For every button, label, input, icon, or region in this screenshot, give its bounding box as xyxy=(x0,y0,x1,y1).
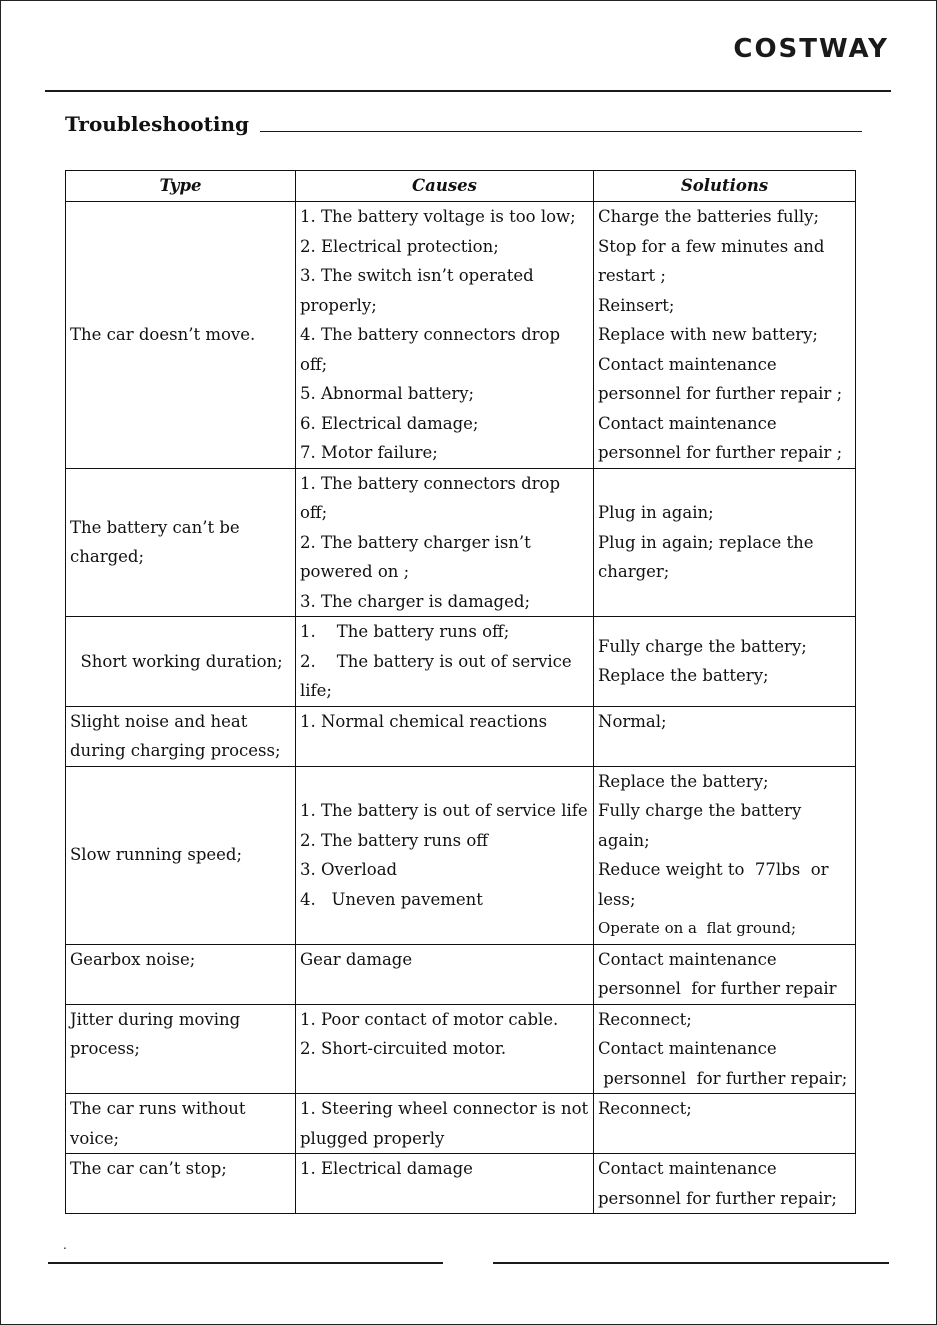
solution-line: Replace the battery; xyxy=(598,771,769,791)
cause-line: 1. Poor contact of motor cable. xyxy=(300,1009,559,1029)
causes-cell xyxy=(296,944,594,1004)
solution-line: Fully charge the battery; xyxy=(598,636,807,656)
solution-line: Operate on a flat ground; xyxy=(598,919,797,937)
solution-line: Plug in again; xyxy=(598,503,714,522)
footer-mark: . xyxy=(63,1238,67,1252)
type-cell xyxy=(66,617,296,707)
cause-line: 2. The battery runs off xyxy=(300,830,489,850)
solution-line: Contact maintenance xyxy=(598,413,777,433)
cause-line: 6. Electrical damage; xyxy=(300,413,479,433)
solution-line: Reconnect; xyxy=(598,1099,692,1118)
solution-line: Replace the battery; xyxy=(598,666,769,686)
column-header-type: Type xyxy=(66,171,296,202)
cause-line: 2. The battery is out of service xyxy=(300,651,572,671)
solution-line: Stop for a few minutes and xyxy=(598,236,825,256)
type-line: process; xyxy=(70,1039,140,1058)
type-cell xyxy=(66,1154,296,1214)
cause-line: properly; xyxy=(300,295,377,315)
type-cell xyxy=(66,706,296,766)
cause-line: off; xyxy=(300,503,328,522)
solution-line: Reinsert; xyxy=(598,295,675,315)
causes-cell xyxy=(296,766,594,944)
type-cell xyxy=(66,202,296,469)
type-line: The car can’t stop; xyxy=(70,1159,227,1178)
solution-line: Contact maintenance xyxy=(598,354,777,374)
cause-line: 2. Short-circuited motor. xyxy=(300,1039,507,1058)
troubleshooting-table xyxy=(65,170,856,1214)
solution-line: Contact maintenance xyxy=(598,1039,777,1058)
table-row xyxy=(66,766,856,944)
type-line: The car doesn’t move. xyxy=(70,325,256,344)
type-line: Jitter during moving xyxy=(70,1009,241,1029)
table-row xyxy=(66,1004,856,1094)
table-row xyxy=(66,617,856,707)
table-row xyxy=(66,202,856,469)
footer-divider-left xyxy=(48,1262,443,1264)
cause-line: 3. The charger is damaged; xyxy=(300,591,531,611)
solution-line: Charge the batteries fully; xyxy=(598,207,820,226)
type-line: voice; xyxy=(70,1128,120,1148)
type-cell xyxy=(66,1004,296,1094)
cause-line: 2. The battery charger isn’t xyxy=(300,532,531,552)
solution-line: Replace with new battery; xyxy=(598,325,818,344)
cause-line: 7. Motor failure; xyxy=(300,443,438,462)
cause-line: 1. The battery is out of service life xyxy=(300,801,588,820)
cause-line: 1. Electrical damage xyxy=(300,1159,473,1178)
cause-line: off; xyxy=(300,354,328,374)
type-cell xyxy=(66,944,296,1004)
type-line: Slow running speed; xyxy=(70,845,243,865)
cause-line: 5. Abnormal battery; xyxy=(300,384,475,403)
causes-cell xyxy=(296,617,594,707)
causes-cell xyxy=(296,202,594,469)
cause-line: life; xyxy=(300,681,332,700)
solution-line: personnel for further repair; xyxy=(598,1068,848,1088)
table-row xyxy=(66,468,856,617)
causes-cell xyxy=(296,1004,594,1094)
solution-line: charger; xyxy=(598,562,670,581)
solutions-cell xyxy=(594,1154,856,1214)
solution-line: again; xyxy=(598,830,650,850)
causes-cell xyxy=(296,468,594,617)
brand-logo: COSTWAY xyxy=(733,34,889,64)
solution-line: personnel for further repair ; xyxy=(598,443,843,462)
causes-cell xyxy=(296,1094,594,1154)
solution-line: personnel for further repair ; xyxy=(598,384,843,403)
cause-line: 4. Uneven pavement xyxy=(300,889,483,909)
type-line: during charging process; xyxy=(70,741,281,760)
solutions-cell xyxy=(594,766,856,944)
solutions-cell xyxy=(594,706,856,766)
solutions-cell xyxy=(594,1004,856,1094)
cause-line: 3. The switch isn’t operated xyxy=(300,266,534,285)
solutions-cell xyxy=(594,202,856,469)
header-divider xyxy=(45,90,891,92)
solution-line: Normal; xyxy=(598,711,667,731)
type-line: charged; xyxy=(70,547,145,567)
cause-line: powered on ; xyxy=(300,562,410,581)
type-cell xyxy=(66,468,296,617)
table-row xyxy=(66,944,856,1004)
type-cell xyxy=(66,766,296,944)
cause-line: Gear damage xyxy=(300,949,413,969)
solution-line: Contact maintenance xyxy=(598,1159,777,1178)
solution-line: personnel for further repair; xyxy=(598,1188,837,1208)
table-row xyxy=(66,706,856,766)
type-line: Slight noise and heat xyxy=(70,711,248,731)
solution-line: less; xyxy=(598,889,636,909)
column-header-causes: Causes xyxy=(296,171,594,202)
solutions-cell xyxy=(594,617,856,707)
solution-line: Contact maintenance xyxy=(598,949,777,969)
cause-line: 1. Steering wheel connector is not xyxy=(300,1099,589,1118)
solution-line: Plug in again; replace the xyxy=(598,532,814,552)
cause-line: 1. The battery runs off; xyxy=(300,622,510,641)
solution-line: Reduce weight to 77lbs or xyxy=(598,860,829,879)
solution-line: Reconnect; xyxy=(598,1009,692,1029)
solutions-cell xyxy=(594,468,856,617)
title-underline xyxy=(260,131,862,132)
table-row xyxy=(66,1094,856,1154)
page-title: Troubleshooting xyxy=(65,112,249,136)
solutions-cell xyxy=(594,944,856,1004)
type-line: Gearbox noise; xyxy=(70,949,196,969)
cause-line: 1. The battery voltage is too low; xyxy=(300,207,576,226)
table-row xyxy=(66,1154,856,1214)
column-header-solutions: Solutions xyxy=(594,171,856,202)
solution-line: personnel for further repair xyxy=(598,979,837,998)
type-line: Short working duration; xyxy=(70,651,283,671)
causes-cell xyxy=(296,706,594,766)
solutions-cell xyxy=(594,1094,856,1154)
solution-line: Fully charge the battery xyxy=(598,801,802,820)
footer-divider-right xyxy=(493,1262,889,1264)
cause-line: 4. The battery connectors drop xyxy=(300,325,561,344)
type-cell xyxy=(66,1094,296,1154)
causes-cell xyxy=(296,1154,594,1214)
cause-line: plugged properly xyxy=(300,1128,445,1148)
cause-line: 1. The battery connectors drop xyxy=(300,473,561,493)
type-line: The battery can’t be xyxy=(70,517,240,537)
cause-line: 1. Normal chemical reactions xyxy=(300,711,548,731)
cause-line: 2. Electrical protection; xyxy=(300,236,499,256)
type-line: The car runs without xyxy=(70,1099,246,1118)
table-header-row xyxy=(66,171,856,202)
cause-line: 3. Overload xyxy=(300,860,398,879)
solution-line: restart ; xyxy=(598,266,666,285)
